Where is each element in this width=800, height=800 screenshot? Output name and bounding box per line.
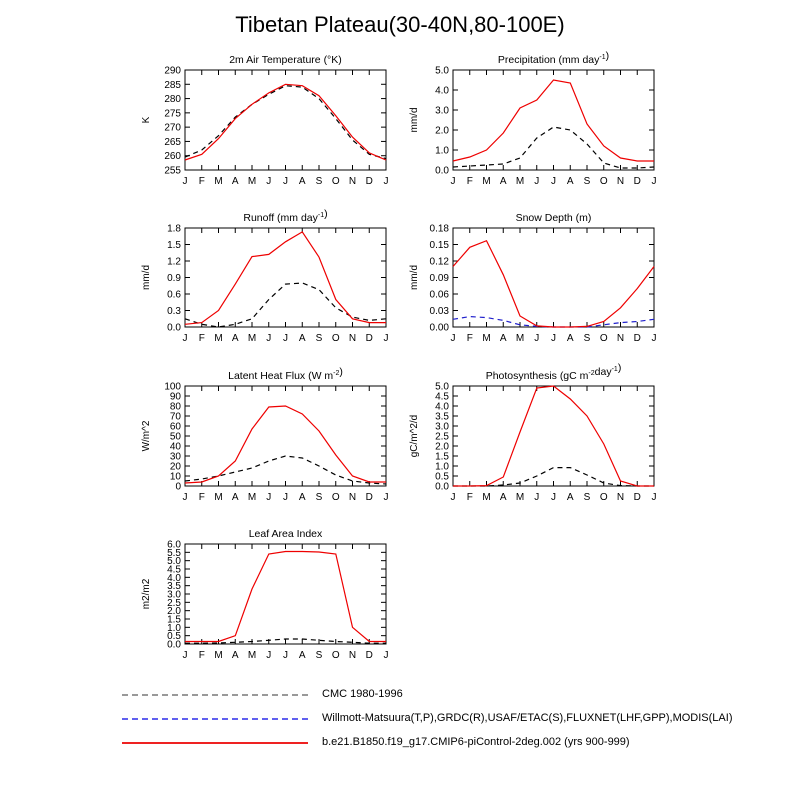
y-tick-label: 90 — [169, 391, 181, 403]
x-tick-label: S — [315, 176, 323, 187]
x-tick-label: J — [450, 176, 456, 187]
legend-label: CMC 1980-1996 — [322, 688, 403, 700]
panel-title: Latent Heat Flux (W $m^{-2}$) — [228, 366, 343, 382]
x-tick-label: D — [633, 176, 641, 187]
series-line-dashed-black — [453, 127, 654, 168]
y-tick-label: 1.5 — [435, 451, 449, 463]
y-tick-label: 280 — [164, 94, 181, 106]
x-tick-label: D — [365, 333, 373, 344]
x-tick-label: A — [298, 333, 306, 344]
y-tick-label: 0.12 — [429, 256, 449, 268]
series-line-solid-red — [453, 80, 654, 161]
x-tick-label: N — [616, 333, 625, 344]
x-tick-label: J — [266, 492, 272, 503]
x-tick-label: J — [283, 176, 288, 187]
x-tick-label: D — [633, 492, 641, 503]
y-tick-label: 1.2 — [167, 256, 181, 268]
y-tick-label: 3.0 — [167, 589, 181, 601]
x-tick-label: J — [651, 176, 657, 187]
y-tick-label: 3.5 — [435, 411, 449, 423]
panel-title: Precipitation (mm day$^{-1}$) — [497, 50, 610, 66]
x-tick-label: J — [450, 492, 456, 503]
panel-title: Photosynthesis (gC $m^{-2}day^{-1}$) — [485, 362, 622, 382]
y-tick-label: 255 — [164, 165, 181, 177]
x-tick-label: M — [214, 492, 223, 503]
x-tick-label: M — [214, 176, 223, 187]
x-tick-label: F — [198, 650, 205, 661]
plot-frame — [453, 228, 654, 327]
x-tick-label: N — [616, 176, 625, 187]
y-tick-label: 80 — [169, 401, 181, 413]
x-tick-label: S — [315, 650, 323, 661]
y-tick-label: 285 — [164, 79, 181, 91]
y-tick-label: 290 — [164, 65, 181, 77]
chart-panel — [141, 54, 389, 187]
y-tick-label: 5.0 — [435, 381, 449, 393]
legend-swatch — [122, 742, 308, 744]
x-tick-label: J — [182, 492, 188, 503]
x-tick-label: A — [298, 492, 306, 503]
x-tick-label: A — [298, 176, 306, 187]
x-tick-label: J — [182, 176, 188, 187]
x-tick-label: F — [198, 492, 205, 503]
x-tick-label: J — [534, 333, 540, 344]
x-tick-label: J — [383, 492, 389, 503]
legend-label: Willmott-Matsuura(T,P),GRDC(R),USAF/ETAC(S),FLUXNET(LHF,GPP),MODIS(LAI) — [322, 712, 733, 724]
x-tick-label: J — [450, 333, 456, 344]
x-tick-label: N — [348, 176, 357, 187]
y-tick-label: 30 — [169, 451, 181, 463]
x-tick-label: F — [466, 176, 473, 187]
y-tick-label: 0.06 — [429, 289, 449, 301]
legend-label: b.e21.B1850.f19_g17.CMIP6-piControl-2deg.002 (yrs 900-999) — [322, 736, 630, 748]
x-tick-label: A — [231, 333, 239, 344]
plot-frame — [185, 386, 386, 486]
x-tick-label: M — [247, 492, 257, 503]
x-tick-label: N — [616, 492, 625, 503]
y-tick-label: 4.5 — [167, 564, 181, 576]
panel-title: 2m Air Temperature (°K) — [229, 54, 342, 66]
x-tick-label: J — [534, 176, 540, 187]
x-tick-label: N — [348, 492, 357, 503]
plot-frame — [185, 70, 386, 170]
y-tick-label: 1.0 — [435, 461, 449, 473]
x-tick-label: A — [231, 650, 239, 661]
x-tick-label: A — [231, 492, 239, 503]
x-tick-label: J — [266, 333, 272, 344]
y-axis-label: mm/d — [409, 107, 420, 133]
y-tick-label: 0.09 — [429, 273, 449, 284]
y-tick-label: 0.3 — [167, 306, 181, 317]
series-line-solid-red — [453, 386, 654, 486]
x-tick-label: J — [283, 492, 288, 503]
x-tick-label: J — [551, 333, 556, 344]
x-tick-label: O — [599, 176, 608, 187]
x-tick-label: O — [331, 333, 340, 344]
series-line-dashed-black — [185, 86, 386, 159]
y-tick-label: 0.9 — [167, 273, 181, 284]
y-tick-label: 5.5 — [167, 547, 181, 559]
x-tick-label: A — [566, 176, 574, 187]
y-tick-label: 0.00 — [429, 322, 449, 334]
y-tick-label: 70 — [169, 411, 181, 423]
y-tick-label: 1.8 — [167, 223, 181, 235]
x-tick-label: J — [383, 650, 389, 661]
x-tick-label: J — [651, 333, 657, 344]
y-tick-label: 260 — [164, 151, 181, 163]
x-tick-label: J — [266, 176, 272, 187]
x-tick-label: J — [551, 492, 556, 503]
x-tick-label: D — [365, 176, 373, 187]
y-tick-label: 265 — [164, 136, 181, 148]
y-tick-label: 0.0 — [167, 639, 181, 651]
y-tick-label: 0.0 — [435, 481, 449, 493]
y-tick-label: 0.0 — [435, 165, 449, 177]
y-tick-label: 2.0 — [167, 606, 181, 618]
y-axis-label: m2/m2 — [141, 578, 152, 610]
y-axis-label: W/m^2 — [141, 420, 152, 452]
x-tick-label: M — [482, 333, 491, 344]
series-line-dashed-black — [185, 283, 386, 327]
panel-title: Runoff (mm day$^{-1}$) — [243, 208, 328, 224]
x-tick-label: M — [247, 333, 257, 344]
x-tick-label: M — [214, 650, 223, 661]
y-tick-label: 1.5 — [167, 240, 181, 251]
x-tick-label: J — [383, 176, 389, 187]
panel-title: Leaf Area Index — [248, 528, 323, 540]
x-tick-label: J — [534, 492, 540, 503]
legend-swatch — [122, 694, 308, 696]
y-tick-label: 50 — [169, 431, 181, 443]
x-tick-label: A — [298, 650, 306, 661]
x-tick-label: S — [315, 492, 323, 503]
y-axis-label: K — [141, 116, 152, 124]
y-tick-label: 0.15 — [429, 240, 449, 251]
x-tick-label: A — [231, 176, 239, 187]
x-tick-label: J — [182, 333, 188, 344]
x-tick-label: J — [182, 650, 188, 661]
x-tick-label: J — [383, 333, 389, 344]
x-tick-label: F — [466, 492, 473, 503]
x-tick-label: O — [331, 650, 340, 661]
y-tick-label: 275 — [164, 108, 181, 120]
x-tick-label: S — [583, 333, 591, 344]
plot-frame — [453, 70, 654, 170]
x-tick-label: J — [283, 650, 288, 661]
y-axis-label: mm/d — [409, 265, 420, 290]
x-tick-label: D — [365, 492, 373, 503]
series-line-solid-red — [185, 552, 386, 642]
chart-panel — [409, 212, 657, 344]
x-tick-label: M — [515, 492, 525, 503]
y-tick-label: 5.0 — [167, 556, 181, 568]
x-tick-label: F — [198, 333, 205, 344]
series-line-solid-red — [185, 232, 386, 324]
y-tick-label: 0.03 — [429, 306, 449, 317]
series-line-solid-red — [453, 241, 654, 327]
y-tick-label: 270 — [164, 122, 181, 134]
y-tick-label: 5.0 — [435, 65, 449, 77]
y-tick-label: 0.6 — [167, 289, 181, 301]
y-tick-label: 3.0 — [435, 421, 449, 433]
y-tick-label: 4.0 — [435, 85, 449, 97]
x-tick-label: O — [331, 176, 340, 187]
x-tick-label: S — [583, 176, 591, 187]
x-tick-label: F — [466, 333, 473, 344]
y-tick-label: 2.0 — [435, 125, 449, 137]
x-tick-label: A — [499, 176, 507, 187]
y-tick-label: 4.0 — [167, 572, 181, 584]
x-tick-label: N — [348, 650, 357, 661]
series-line-dashed-black — [185, 456, 386, 484]
y-tick-label: 0.5 — [167, 631, 181, 643]
x-tick-label: J — [551, 176, 556, 187]
y-tick-label: 1.0 — [167, 622, 181, 634]
x-tick-label: O — [331, 492, 340, 503]
x-tick-label: F — [198, 176, 205, 187]
y-tick-label: 3.5 — [167, 581, 181, 593]
x-tick-label: S — [315, 333, 323, 344]
chart-panel — [141, 208, 389, 344]
panel-title: Snow Depth (m) — [515, 212, 592, 224]
x-tick-label: M — [247, 176, 257, 187]
x-tick-label: S — [583, 492, 591, 503]
x-tick-label: J — [266, 650, 272, 661]
y-axis-label: mm/d — [141, 265, 152, 290]
x-tick-label: D — [365, 650, 373, 661]
y-tick-label: 40 — [169, 441, 181, 453]
x-tick-label: A — [499, 492, 507, 503]
x-tick-label: M — [515, 333, 525, 344]
y-tick-label: 0.0 — [167, 322, 181, 334]
chart-panel — [141, 366, 389, 503]
y-tick-label: 100 — [164, 381, 181, 393]
x-tick-label: M — [214, 333, 223, 344]
legend-swatch — [122, 718, 308, 720]
y-tick-label: 6.0 — [167, 539, 181, 551]
y-tick-label: 0.18 — [429, 223, 449, 235]
y-tick-label: 20 — [169, 461, 181, 473]
x-tick-label: A — [566, 492, 574, 503]
x-tick-label: M — [482, 176, 491, 187]
x-tick-label: A — [566, 333, 574, 344]
x-tick-label: J — [283, 333, 288, 344]
page-title: Tibetan Plateau(30-40N,80-100E) — [235, 12, 565, 37]
y-tick-label: 0 — [175, 481, 181, 493]
x-tick-label: J — [651, 492, 657, 503]
series-line-solid-red — [185, 406, 386, 483]
y-tick-label: 1.0 — [435, 145, 449, 157]
x-tick-label: M — [247, 650, 257, 661]
x-tick-label: N — [348, 333, 357, 344]
y-tick-label: 2.5 — [167, 597, 181, 609]
y-tick-label: 4.0 — [435, 401, 449, 413]
x-tick-label: D — [633, 333, 641, 344]
y-tick-label: 2.0 — [435, 441, 449, 453]
series-line-solid-red — [185, 84, 386, 160]
y-tick-label: 1.5 — [167, 614, 181, 626]
y-axis-label: gC/m^2/d — [409, 414, 420, 458]
chart-panel — [409, 362, 657, 503]
y-tick-label: 60 — [169, 421, 181, 433]
x-tick-label: A — [499, 333, 507, 344]
x-tick-label: O — [599, 492, 608, 503]
plot-frame — [453, 386, 654, 486]
chart-panel — [141, 528, 389, 661]
plot-frame — [185, 228, 386, 327]
y-tick-label: 0.5 — [435, 471, 449, 483]
y-tick-label: 10 — [169, 471, 181, 483]
y-tick-label: 2.5 — [435, 431, 449, 443]
plot-frame — [185, 544, 386, 644]
x-tick-label: M — [482, 492, 491, 503]
x-tick-label: M — [515, 176, 525, 187]
y-tick-label: 3.0 — [435, 105, 449, 117]
chart-panel — [409, 50, 657, 187]
x-tick-label: O — [599, 333, 608, 344]
y-tick-label: 4.5 — [435, 391, 449, 403]
